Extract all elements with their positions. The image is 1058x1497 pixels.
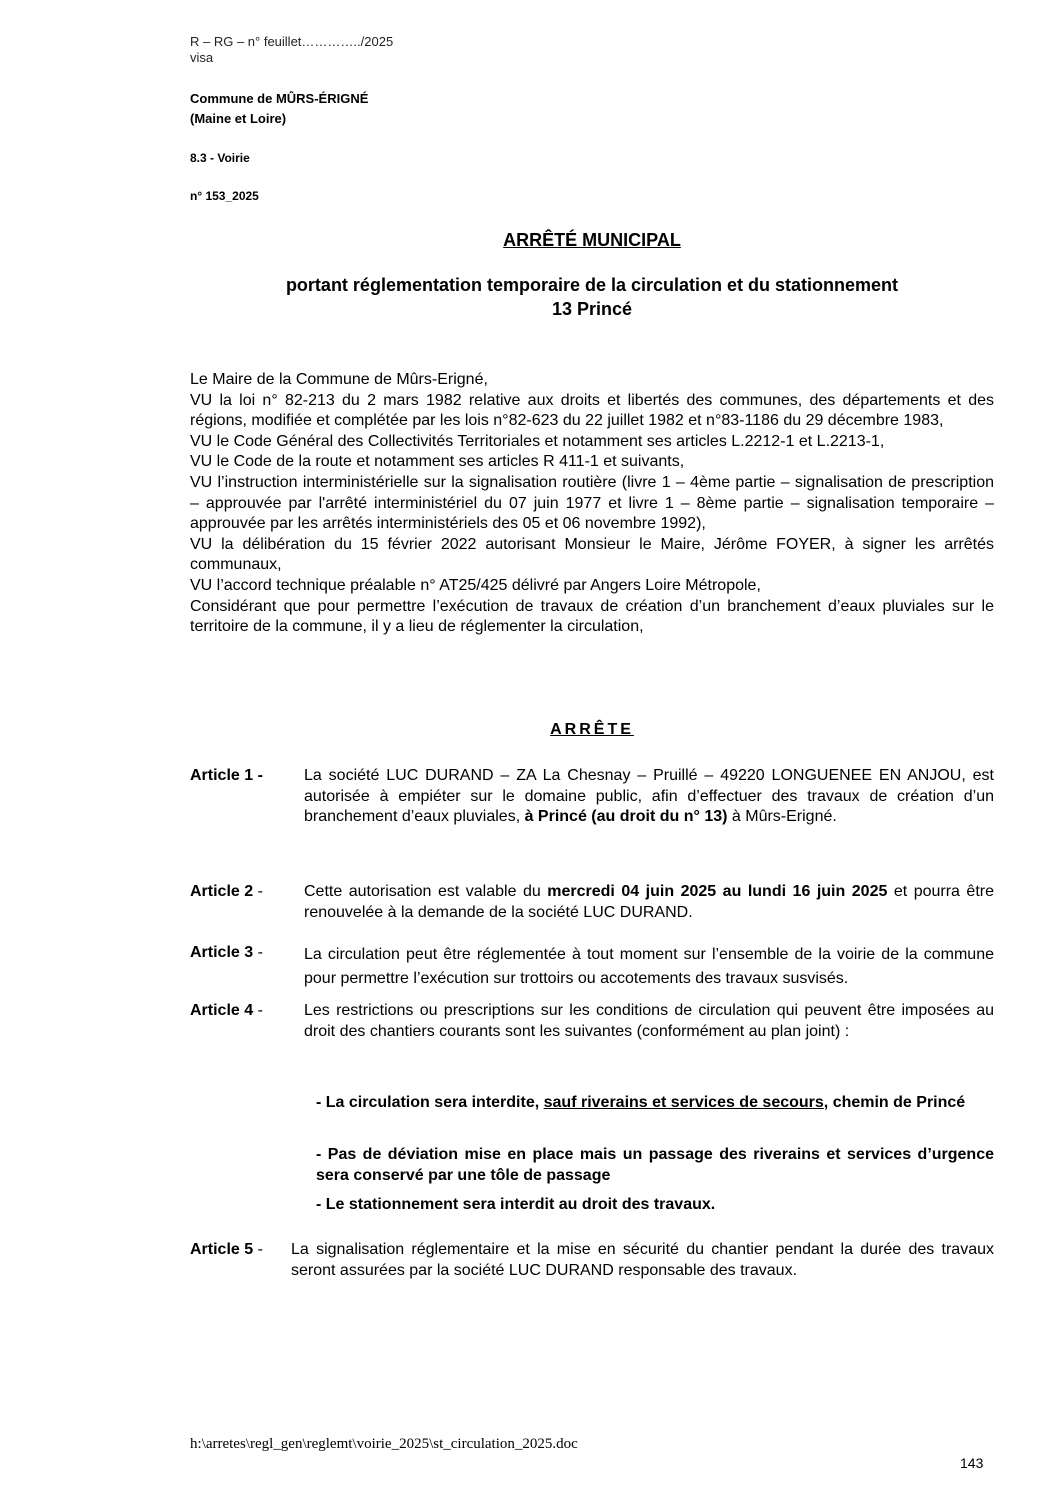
- article-label-dash: -: [253, 883, 263, 900]
- article-text-part: La circulation peut être réglementée à tout moment sur l’ensemble de la voirie de la commune pour permettre l’exécution sur trottoirs ou accotements des travaux susvisés.: [304, 946, 994, 987]
- category-label: 8.3 - Voirie: [190, 151, 250, 165]
- article-label-dash: -: [253, 944, 263, 961]
- article-3-label: [190, 943, 263, 964]
- article-4-text: [304, 1001, 994, 1042]
- preamble-paragraph: Considérant que pour permettre l’exécution de travaux de création d’un branchement d’eaux pluviales sur le territoire de la commune, il y a lieu de réglementer la circulation,: [190, 597, 994, 636]
- article-label-text: Article 1 -: [190, 767, 263, 784]
- prescription-text: - Le stationnement sera interdit au droit des travaux.: [316, 1196, 716, 1213]
- prescription-text: - Pas de déviation mise en place mais un passage des riverains et services d’urgence sera conservé par une tôle de passage: [316, 1146, 994, 1184]
- preamble-paragraph: VU le Code de la route et notamment ses articles R 411-1 et suivants,: [190, 453, 685, 471]
- article-label-dash: -: [253, 1002, 263, 1019]
- arrete-heading: ARRÊTE: [550, 721, 634, 738]
- article-label-text: Article 4: [190, 1002, 254, 1019]
- article-1-text: [304, 766, 994, 828]
- article-text-part: Cette autorisation est valable du: [304, 883, 548, 900]
- visa-label: visa: [190, 50, 214, 65]
- prescription-1: [316, 1093, 994, 1114]
- article-location: à Princé (au droit du n° 13): [524, 808, 728, 826]
- preamble-paragraph: VU l’instruction interministérielle sur la signalisation routière (livre 1 – 4ème partie – signalisation de prescription – approuvée par l'arrêté interministériel du 07 juin 1977 et livre 1 – 8ème partie – signalisation temporaire – approuvée par les arrêtés interministériels des 05 et 06 novembre 1992),: [190, 473, 994, 533]
- article-label-text: Article 3: [190, 944, 254, 961]
- preamble: [190, 370, 994, 638]
- article-text-part: et pourra être renouvelée à la demande de la société LUC DURAND.: [304, 883, 995, 921]
- page-number: 143: [960, 1455, 984, 1471]
- decree-number: n° 153_2025: [190, 189, 259, 203]
- prescription-3: [316, 1195, 994, 1216]
- subtitle-line-2: 13 Princé: [551, 299, 633, 319]
- article-5-text: [291, 1240, 994, 1281]
- prescription-exception: sauf riverains et services de secours: [543, 1094, 824, 1111]
- prescription-2: [316, 1145, 994, 1186]
- article-4-label: [190, 1001, 263, 1022]
- article-1-label: [190, 766, 263, 787]
- article-2-label: [190, 882, 263, 903]
- prescription-text: , chemin de Princé: [823, 1094, 966, 1111]
- article-label-text: Article 5: [190, 1241, 254, 1258]
- article-text-part: Les restrictions ou prescriptions sur les conditions de circulation qui peuvent être imposées au droit des chantiers courants sont les suivantes (conformément au plan joint) :: [304, 1002, 994, 1040]
- article-text-part: La société LUC DURAND – ZA La Chesnay – Pruillé – 49220 LONGUENEE EN ANJOU, est autorisée à empiéter sur le domaine public, afin d’effectuer des travaux de création d’un branchement d’eaux pluviales,: [304, 767, 994, 826]
- preamble-paragraph: Le Maire de la Commune de Mûrs-Erigné,: [190, 371, 488, 388]
- page-title: ARRÊTÉ MUNICIPAL: [503, 230, 681, 250]
- article-text-part: La signalisation réglementaire et la mise en sécurité du chantier pendant la durée des travaux seront assurées par la société LUC DURAND responsable des travaux.: [291, 1241, 994, 1279]
- commune-name: Commune de MÛRS-ÉRIGNÉ: [190, 91, 369, 106]
- article-label-dash: -: [253, 1241, 263, 1258]
- preamble-paragraph: VU le Code Général des Collectivités Territoriales et notamment ses articles L.2212-1 et L.2213-1,: [190, 432, 885, 450]
- file-path-footer: h:\arretes\regl_gen\reglemt\voirie_2025\st_circulation_2025.doc: [190, 1436, 578, 1452]
- article-5-label: [190, 1240, 263, 1261]
- subtitle-line-1: portant réglementation temporaire de la circulation et du stationnement: [285, 275, 899, 295]
- article-text-part: à Mûrs-Erigné.: [727, 808, 837, 826]
- commune-department: (Maine et Loire): [190, 111, 287, 126]
- prescription-text: - La circulation sera interdite,: [316, 1094, 544, 1111]
- preamble-paragraph: VU la délibération du 15 février 2022 autorisant Monsieur le Maire, Jérôme FOYER, à signer les arrêtés communaux,: [190, 535, 994, 574]
- article-label-text: Article 2: [190, 883, 254, 900]
- registry-line: R – RG – n° feuillet…………../2025: [190, 34, 394, 49]
- preamble-paragraph: VU l’accord technique préalable n° AT25/425 délivré par Angers Loire Métropole,: [190, 576, 761, 594]
- article-3-text: [304, 943, 994, 991]
- subtitle: [190, 273, 994, 321]
- article-2-text: [304, 882, 994, 923]
- article-dates: mercredi 04 juin 2025 au lundi 16 juin 2025: [547, 883, 888, 900]
- preamble-paragraph: VU la loi n° 82-213 du 2 mars 1982 relative aux droits et libertés des communes, des départements et des régions, modifiée et complétée par les lois n°82-623 du 22 juillet 1982 et n°83-1186 du 29 décembre 1983,: [190, 391, 994, 430]
